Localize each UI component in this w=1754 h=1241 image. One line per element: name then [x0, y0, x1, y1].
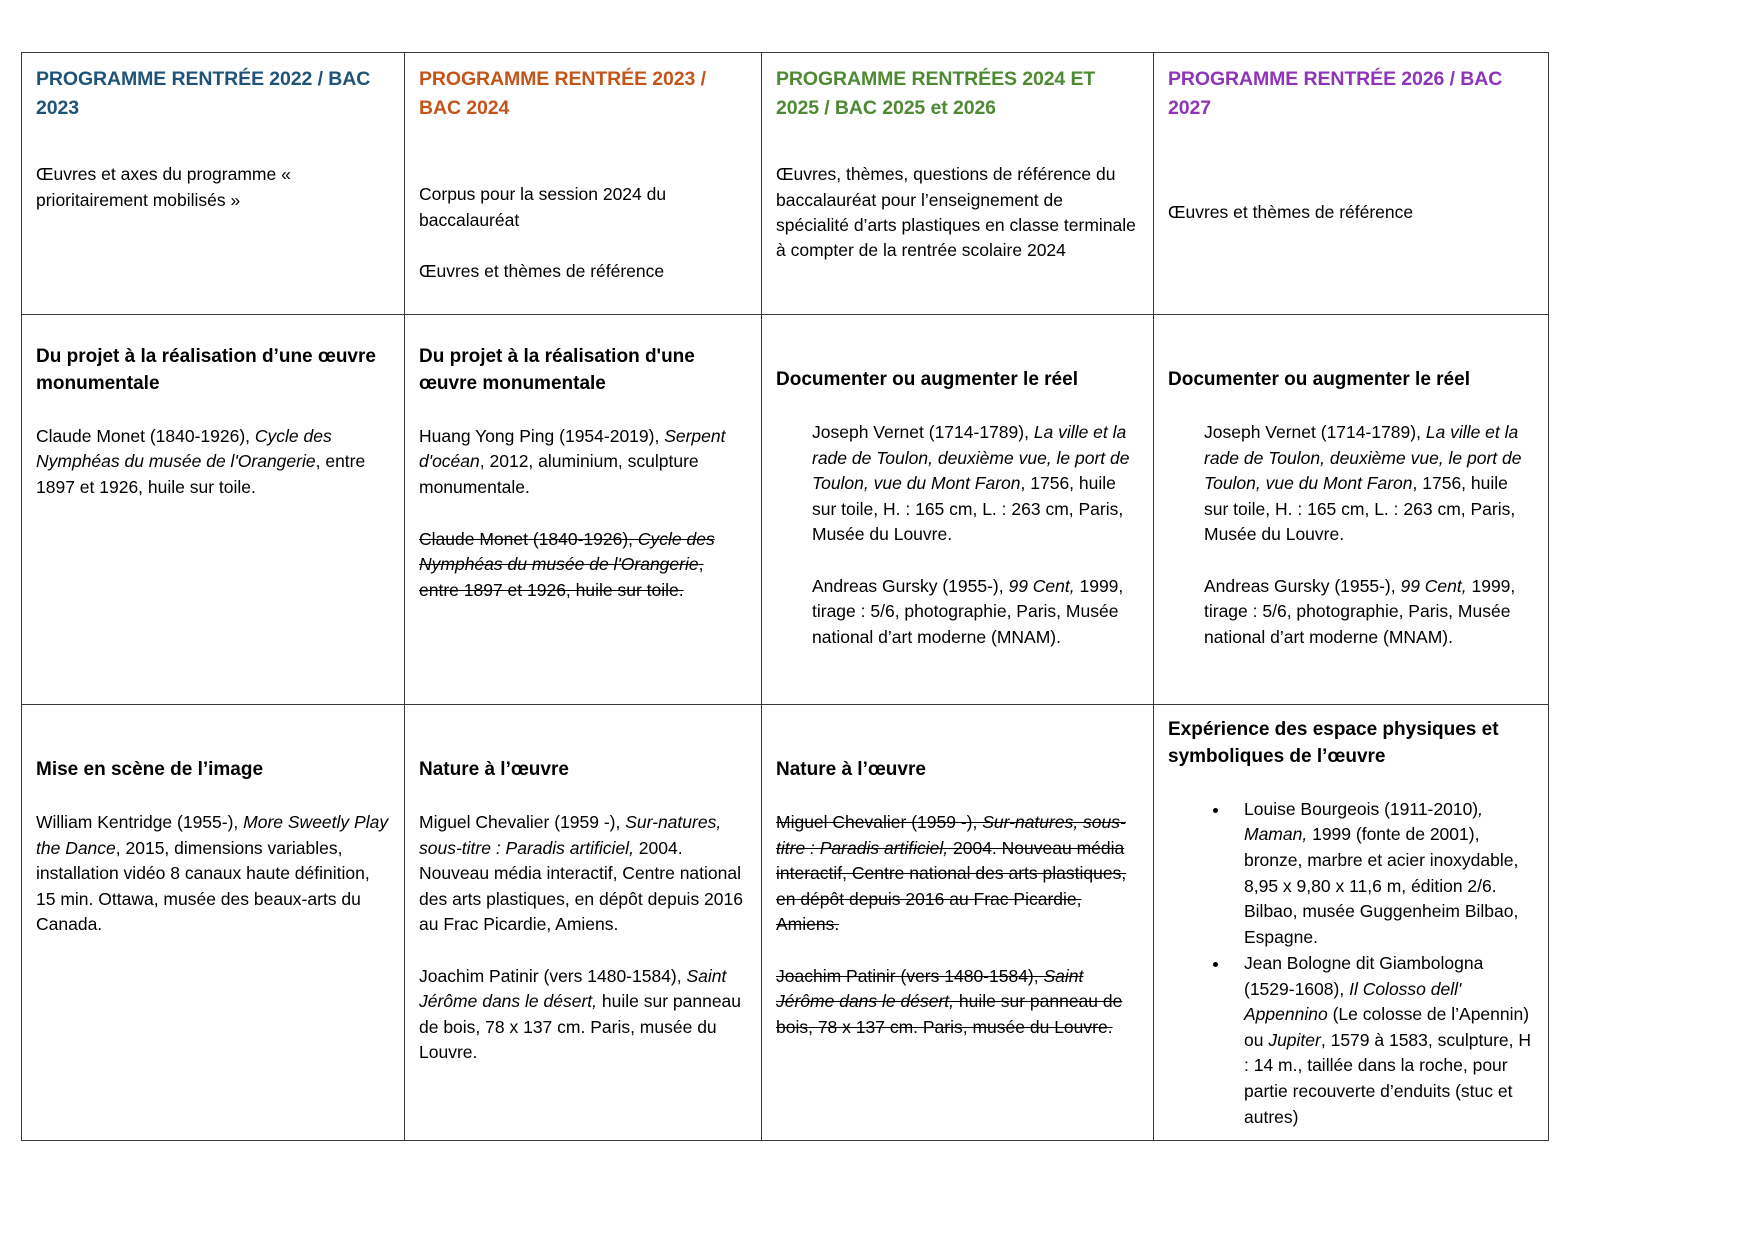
- work-details: 1999, tirage : 5/6, photographie, Paris, Musée national d’art moderne (MNAM).: [1204, 575, 1516, 647]
- work-author: Louise Bourgeois (1911-2010): [1244, 798, 1479, 819]
- list-item: [1230, 951, 1534, 1130]
- work-entry-struck: [776, 964, 1139, 1041]
- work-title-alt-prefix: (Le colosse de l’Apennin) ou: [1244, 1004, 1530, 1050]
- work-author: Claude Monet (1840-1926),: [36, 425, 255, 446]
- header-cell-2024-2025: [762, 53, 1154, 315]
- work-details: , entre 1897 et 1926, huile sur toile.: [36, 451, 366, 498]
- work-details: 2004. Nouveau média interactif, Centre national des arts plastiques, en dépôt depuis 2016 au Frac Picardie, Amiens.: [419, 837, 743, 935]
- work-details: , 1756, huile sur toile, H. : 165 cm, L. : 263 cm, Paris, Musée du Louvre.: [1204, 473, 1516, 545]
- column-header-title: PROGRAMME RENTRÉE 2022 / BAC 2023: [36, 68, 371, 119]
- section-title: Du projet à la réalisation d'une œuvre monumentale: [419, 346, 695, 394]
- section-title: Documenter ou augmenter le réel: [1168, 369, 1470, 390]
- cell-2024-2025-theme-1: [762, 315, 1154, 705]
- work-title: Sur-natures, sous-titre : Paradis artificiel,: [419, 811, 722, 858]
- work-details: 1999, tirage : 5/6, photographie, Paris, Musée national d’art moderne (MNAM).: [812, 575, 1124, 647]
- work-author: Andreas Gursky (1955-),: [812, 575, 1009, 596]
- work-title: Cycle des Nymphéas du musée de l'Orangerie: [419, 528, 715, 575]
- work-title: Sur-natures, sous-titre : Paradis artificiel,: [776, 811, 1126, 858]
- work-entry: [419, 810, 747, 938]
- work-details: 1999 (fonte de 2001), bronze, marbre et acier inoxydable, 8,95 x 9,80 x 11,6 m, édition 2/6. Bilbao, musée Guggenheim Bilbao, Espagne.: [1244, 824, 1519, 947]
- work-title: Saint Jérôme dans le désert,: [419, 965, 727, 1012]
- work-author: Joseph Vernet (1714-1789),: [1204, 421, 1426, 442]
- work-details: 2004. Nouveau média interactif, Centre national des arts plastiques, en dépôt depuis 2016 au Frac Picardie, Amiens.: [776, 837, 1127, 935]
- section-title: Mise en scène de l’image: [36, 759, 264, 780]
- work-author: Claude Monet (1840-1926),: [419, 528, 638, 549]
- column-header-title: PROGRAMME RENTRÉE 2023 / BAC 2024: [419, 68, 706, 119]
- work-author: William Kentridge (1955-),: [36, 811, 244, 832]
- work-details: huile sur panneau de bois, 78 x 137 cm. Paris, musée du Louvre.: [419, 991, 742, 1063]
- work-bullet-list: [1168, 797, 1534, 1130]
- work-entry: [1168, 420, 1534, 548]
- cell-2024-2025-theme-2: [762, 705, 1154, 1141]
- work-details: huile sur panneau de bois, 78 x 137 cm. Paris, musée du Louvre.: [776, 991, 1123, 1037]
- programme-comparison-table: [21, 52, 1549, 1141]
- work-details: , 1579 à 1583, sculpture, H : 14 m., taillée dans la roche, pour partie recouverte d’enduits (stuc et autres): [1244, 1029, 1531, 1127]
- work-title: Saint Jérôme dans le désert,: [776, 965, 1084, 1012]
- section-title: Nature à l’œuvre: [776, 759, 926, 780]
- work-title-alt: Jupiter: [1268, 1029, 1321, 1050]
- work-title: La ville et la rade de Toulon, deuxième vue, le port de Toulon, vue du Mont Faron: [1204, 421, 1522, 494]
- header-cell-2026: [1154, 53, 1549, 315]
- cell-2023-theme-2: [405, 705, 762, 1141]
- cell-2023-theme-1: [405, 315, 762, 705]
- work-entry: [419, 424, 747, 501]
- work-author: Joachim Patinir (vers 1480-1584),: [419, 965, 687, 986]
- work-author: Huang Yong Ping (1954-2019),: [419, 425, 665, 446]
- header-cell-2022: [22, 53, 405, 315]
- work-entry: [776, 420, 1139, 548]
- work-details: , 2015, dimensions variables, installation vidéo 8 canaux haute définition, 15 min. Ottawa, musée des beaux-arts du Canada.: [36, 837, 370, 935]
- section-title: Nature à l’œuvre: [419, 759, 569, 780]
- work-title: More Sweetly Play the Dance: [36, 811, 389, 858]
- section-title: Du projet à la réalisation d’une œuvre monumentale: [36, 346, 376, 394]
- column-header-subtitle: Œuvres et axes du programme « prioritairement mobilisés »: [36, 164, 291, 210]
- work-details: , 2012, aluminium, sculpture monumentale.: [419, 451, 699, 498]
- table-header-row: [22, 53, 1549, 315]
- work-title: Cycle des Nymphéas du musée de l'Orangerie: [36, 425, 332, 472]
- work-details: , entre 1897 et 1926, huile sur toile.: [419, 554, 704, 600]
- column-header-subtitle: Œuvres, thèmes, questions de référence du baccalauréat pour l’enseignement de spécialité d’arts plastiques en classe terminale à compter de la rentrée scolaire 2024: [776, 164, 1136, 261]
- work-author: Miguel Chevalier (1959 -),: [419, 811, 626, 832]
- work-details: , 1756, huile sur toile, H. : 165 cm, L. : 263 cm, Paris, Musée du Louvre.: [812, 473, 1124, 545]
- section-title: Expérience des espace physiques et symboliques de l’œuvre: [1168, 719, 1499, 767]
- column-header-title: PROGRAMME RENTRÉE 2026 / BAC 2027: [1168, 68, 1503, 119]
- cell-2022-theme-2: [22, 705, 405, 1141]
- work-entry: [1168, 574, 1534, 651]
- work-author: Joseph Vernet (1714-1789),: [812, 421, 1034, 442]
- table-row-theme-1: [22, 315, 1549, 705]
- work-author: Joachim Patinir (vers 1480-1584),: [776, 965, 1044, 986]
- column-header-title: PROGRAMME RENTRÉES 2024 ET 2025 / BAC 2025 et 2026: [776, 68, 1096, 119]
- work-title: La ville et la rade de Toulon, deuxième vue, le port de Toulon, vue du Mont Faron: [812, 421, 1130, 494]
- work-title: 99 Cent,: [1008, 575, 1075, 596]
- cell-2026-theme-2: [1154, 705, 1549, 1141]
- work-title: Il Colosso dell' Appennino: [1244, 978, 1462, 1025]
- column-header-subtitle: Œuvres et thèmes de référence: [1168, 202, 1414, 223]
- column-header-subtitle: Corpus pour la session 2024 du baccalauréat: [419, 184, 667, 230]
- header-cell-2023: [405, 53, 762, 315]
- work-author: Miguel Chevalier (1959 -),: [776, 811, 983, 832]
- work-author: Andreas Gursky (1955-),: [1204, 575, 1401, 596]
- work-title: , Maman,: [1244, 798, 1484, 845]
- work-entry-struck: [776, 810, 1139, 938]
- cell-2026-theme-1: [1154, 315, 1549, 705]
- work-author: Jean Bologne dit Giambologna (1529-1608),: [1244, 953, 1484, 999]
- section-title: Documenter ou augmenter le réel: [776, 369, 1078, 390]
- work-entry: [36, 810, 390, 938]
- work-title: Serpent d'océan: [419, 425, 726, 472]
- column-header-subtitle-secondary: Œuvres et thèmes de référence: [419, 261, 665, 282]
- cell-2022-theme-1: [22, 315, 405, 705]
- list-item: [1230, 797, 1534, 950]
- work-entry: [419, 964, 747, 1066]
- work-entry: [776, 574, 1139, 651]
- work-title: 99 Cent,: [1400, 575, 1467, 596]
- table-row-theme-2: [22, 705, 1549, 1141]
- work-entry: [36, 424, 390, 501]
- work-entry-struck: [419, 527, 747, 604]
